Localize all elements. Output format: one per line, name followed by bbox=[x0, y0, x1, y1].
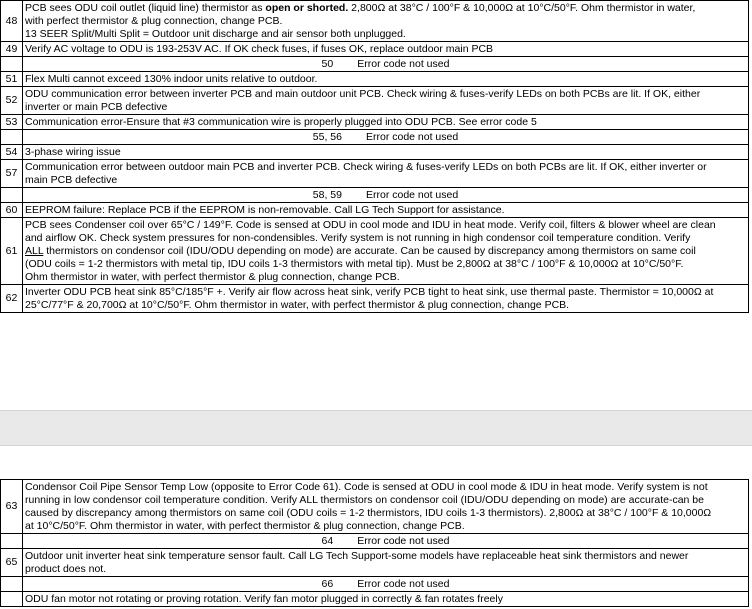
unused-code-cell bbox=[23, 57, 749, 72]
table-row bbox=[1, 549, 749, 577]
error-code-cell: 57 bbox=[1, 160, 23, 188]
unused-code-cell bbox=[23, 130, 749, 145]
description-text: Communication error between outdoor main PCB and inverter PCB. Check wiring & fuses-verify LEDs on both PCBs are lit. If OK, either inverter or bbox=[25, 161, 707, 173]
error-code-cell: 49 bbox=[1, 42, 23, 57]
table-row bbox=[1, 188, 749, 203]
unused-code-message: Error code not used bbox=[357, 535, 450, 547]
description-text: Condensor Coil Pipe Sensor Temp Low (opposite to Error Code 61). Code is sensed at ODU in cool mode & IDU in heat mode. Verify system is not bbox=[25, 481, 708, 493]
description-text: 2,800Ω at 38°C / 100°F & 10,000Ω at 10°C/50°F. Ohm thermistor in water, bbox=[348, 2, 696, 14]
description-line bbox=[25, 563, 746, 576]
description-text: EEPROM failure: Replace PCB if the EEPROM is non-removable. Call LG Tech Support for assistance. bbox=[25, 204, 505, 216]
description-line bbox=[25, 2, 746, 15]
unused-code-cell bbox=[23, 534, 749, 549]
description-line bbox=[25, 219, 746, 232]
description-text: and airflow OK. Check system pressures for non-condensibles. Verify system is not running in high condensor coil temperature condition. Verify bbox=[25, 232, 691, 244]
error-code-table-bottom bbox=[0, 479, 749, 607]
error-code-cell: 62 bbox=[1, 285, 23, 313]
unused-code-cell bbox=[23, 188, 749, 203]
error-code-cell: 60 bbox=[1, 203, 23, 218]
error-code-cell bbox=[1, 534, 23, 549]
description-text: ODU fan motor not rotating or proving rotation. Verify fan motor plugged in correctly & fan rotates freely bbox=[25, 593, 503, 605]
error-description-cell bbox=[23, 218, 749, 285]
description-text: caused by discrepancy among thermistors on same coil (ODU coils = 1-2 thermistors, IDU coils 1-3 thermistors). 2,800Ω at 38°C / 100°F & 10,000Ω bbox=[25, 507, 712, 519]
description-line bbox=[25, 116, 746, 129]
table-row bbox=[1, 577, 749, 592]
description-text: Flex Multi cannot exceed 130% indoor units relative to outdoor. bbox=[25, 73, 318, 85]
error-code-cell bbox=[1, 130, 23, 145]
error-description-cell bbox=[23, 1, 749, 42]
unused-code-message: Error code not used bbox=[357, 578, 450, 590]
description-text: Ohm thermistor in water, with perfect thermistor & plug connection, change PCB. bbox=[25, 271, 400, 283]
error-code-cell: 53 bbox=[1, 115, 23, 130]
description-line bbox=[25, 271, 746, 284]
error-description-cell bbox=[23, 72, 749, 87]
error-code-cell bbox=[1, 57, 23, 72]
description-text: 13 SEER Split/Multi Split = Outdoor unit discharge and air sensor both unplugged. bbox=[25, 28, 406, 40]
description-text: Communication error-Ensure that #3 communication wire is properly plugged into ODU PCB. See error code 5 bbox=[25, 116, 537, 128]
description-text: Outdoor unit inverter heat sink temperature sensor fault. Call LG Tech Support-some models have replaceable heat sink thermistors and newer bbox=[25, 550, 689, 562]
description-text: inverter or main PCB defective bbox=[25, 101, 168, 113]
description-line bbox=[25, 204, 746, 217]
error-description-cell bbox=[23, 160, 749, 188]
error-code-cell bbox=[1, 577, 23, 592]
description-line bbox=[25, 286, 746, 299]
error-code-cell: 54 bbox=[1, 145, 23, 160]
unused-code-number: 55, 56 bbox=[312, 131, 342, 143]
error-description-cell bbox=[23, 592, 749, 607]
description-text: thermistors on condensor coil (IDU/ODU depending on mode) are accurate. Can be caused by discrepancy among thermistors on same coil bbox=[43, 245, 696, 257]
error-description-cell bbox=[23, 480, 749, 534]
error-description-cell bbox=[23, 87, 749, 115]
error-code-cell: 51 bbox=[1, 72, 23, 87]
underlined-text: ALL bbox=[25, 245, 44, 257]
description-line bbox=[25, 550, 746, 563]
error-code-cell: 65 bbox=[1, 549, 23, 577]
description-line bbox=[25, 258, 746, 271]
description-line bbox=[25, 481, 746, 494]
table-row bbox=[1, 218, 749, 285]
table-row bbox=[1, 160, 749, 188]
table-row bbox=[1, 1, 749, 42]
error-code-cell bbox=[1, 592, 23, 607]
error-description-cell bbox=[23, 203, 749, 218]
error-description-cell bbox=[23, 285, 749, 313]
description-line bbox=[25, 174, 746, 187]
page-break-gap bbox=[0, 410, 752, 446]
description-text: Verify AC voltage to ODU is 193-253V AC. If OK check fuses, if fuses OK, replace outdoor main PCB bbox=[25, 43, 494, 55]
description-line bbox=[25, 161, 746, 174]
description-line bbox=[25, 101, 746, 114]
description-line bbox=[25, 232, 746, 245]
error-description-cell bbox=[23, 549, 749, 577]
table-row bbox=[1, 203, 749, 218]
description-text: product does not. bbox=[25, 563, 107, 575]
unused-code-message: Error code not used bbox=[365, 131, 459, 143]
table-row bbox=[1, 285, 749, 313]
table-row bbox=[1, 480, 749, 534]
description-text: running in low condensor coil temperature condition. Verify ALL thermistors on condensor coil (IDU/ODU depending on mode) are accurate-can be bbox=[25, 494, 704, 506]
table-row bbox=[1, 87, 749, 115]
description-text: PCB sees ODU coil outlet (liquid line) thermistor as bbox=[25, 2, 266, 14]
description-line bbox=[25, 507, 746, 520]
description-line bbox=[25, 88, 746, 101]
description-line bbox=[25, 245, 746, 258]
table-row bbox=[1, 592, 749, 607]
table-row bbox=[1, 130, 749, 145]
error-description-cell bbox=[23, 145, 749, 160]
unused-code-number: 66 bbox=[321, 578, 334, 590]
description-text: at 10°C/50°F. Ohm thermistor in water, with perfect thermistor & plug connection, change PCB. bbox=[25, 520, 465, 532]
description-line bbox=[25, 593, 746, 606]
unused-code-message: Error code not used bbox=[365, 189, 459, 201]
table-row bbox=[1, 72, 749, 87]
unused-code-number: 64 bbox=[321, 535, 334, 547]
description-line bbox=[25, 15, 746, 28]
description-line bbox=[25, 520, 746, 533]
table-row bbox=[1, 57, 749, 72]
description-text: main PCB defective bbox=[25, 174, 118, 186]
table-row bbox=[1, 115, 749, 130]
description-line bbox=[25, 28, 746, 41]
description-text: 25°C/77°F & 20,700Ω at 10°C/50°F. Ohm thermistor in water, with perfect thermistor & plug connection, change PCB. bbox=[25, 299, 570, 311]
description-line bbox=[25, 299, 746, 312]
table-row bbox=[1, 42, 749, 57]
error-code-cell: 48 bbox=[1, 1, 23, 42]
description-line bbox=[25, 43, 746, 56]
unused-code-cell bbox=[23, 577, 749, 592]
unused-code-number: 50 bbox=[321, 58, 334, 70]
error-code-cell: 52 bbox=[1, 87, 23, 115]
error-code-cell: 63 bbox=[1, 480, 23, 534]
description-text: (ODU coils = 1-2 thermistors with metal tip, IDU coils 1-3 thermistors with metal tip). Must be 2,800Ω at 38°C / 100°F & 10,000Ω at 10°C/50°F. bbox=[25, 258, 684, 270]
description-text: 3-phase wiring issue bbox=[25, 146, 121, 158]
description-line bbox=[25, 146, 746, 159]
error-code-cell: 61 bbox=[1, 218, 23, 285]
unused-code-message: Error code not used bbox=[357, 58, 450, 70]
error-code-cell bbox=[1, 188, 23, 203]
description-line bbox=[25, 494, 746, 507]
description-text: with perfect thermistor & plug connection, change PCB. bbox=[25, 15, 283, 27]
error-description-cell bbox=[23, 115, 749, 130]
table-row bbox=[1, 534, 749, 549]
table-row bbox=[1, 145, 749, 160]
description-text: ODU communication error between inverter PCB and main outdoor unit PCB. Check wiring & fuses-verify LEDs on both PCBs are lit. If OK, either bbox=[25, 88, 701, 100]
unused-code-number: 58, 59 bbox=[312, 189, 342, 201]
error-description-cell bbox=[23, 42, 749, 57]
description-line bbox=[25, 73, 746, 86]
description-text: PCB sees Condenser coil over 65°C / 149°F. Code is sensed at ODU in cool mode and IDU in heat mode. Verify coil, filters & blower wheel are clean bbox=[25, 219, 716, 231]
emphasis-text: open or shorted. bbox=[265, 2, 349, 14]
description-text: Inverter ODU PCB heat sink 85°C/185°F +. Verify air flow across heat sink, verify PCB tight to heat sink, use thermal paste. Thermistor = 10,000Ω at bbox=[25, 286, 714, 298]
